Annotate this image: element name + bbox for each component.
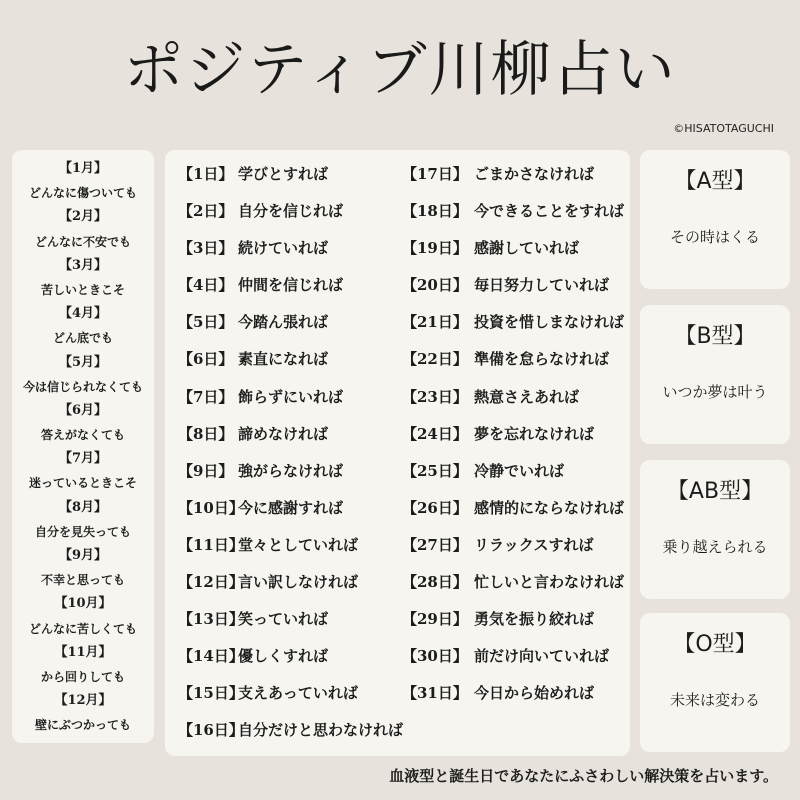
blood-type-card-b xyxy=(640,305,790,444)
day-item xyxy=(402,490,624,527)
month-label: 【1月】 xyxy=(58,161,108,176)
day-text: 今できることをすれば xyxy=(474,202,625,221)
day-text: 言い訳しなければ xyxy=(238,573,359,592)
day-item xyxy=(178,379,403,416)
day-text: 飾らずにいれば xyxy=(238,387,344,406)
day-text: 強がらなければ xyxy=(238,461,344,480)
day-label: 【5日】 xyxy=(178,313,234,332)
day-item xyxy=(402,527,624,564)
day-item xyxy=(402,267,624,304)
day-label: 【7日】 xyxy=(178,387,234,406)
months-panel xyxy=(12,150,154,743)
day-label: 【8日】 xyxy=(178,424,234,443)
day-text: 勇気を振り絞れば xyxy=(474,610,595,629)
month-text: どん底でも xyxy=(52,331,113,346)
month-text: 不幸と思っても xyxy=(40,573,125,588)
month-label: 【2月】 xyxy=(58,209,108,225)
day-item xyxy=(402,193,624,230)
day-item xyxy=(402,230,624,267)
month-text: 苦しいときこそ xyxy=(40,282,125,297)
day-label: 【31日】 xyxy=(402,684,468,703)
day-item xyxy=(402,675,624,712)
month-list xyxy=(12,150,154,738)
day-text: 忙しいと言わなければ xyxy=(474,573,625,592)
day-label: 【4日】 xyxy=(178,276,234,295)
blood-type-message: 乗り越えられる xyxy=(662,538,768,556)
day-item xyxy=(402,379,624,416)
month-label: 【9月】 xyxy=(58,548,108,563)
day-label: 【14日】 xyxy=(178,647,244,666)
day-item xyxy=(178,712,403,749)
blood-type-message: 未来は変わる xyxy=(669,691,760,709)
day-item xyxy=(178,156,403,193)
day-item xyxy=(178,527,403,564)
day-text: 前だけ向いていれば xyxy=(474,647,610,666)
day-text: 感謝していれば xyxy=(474,239,580,258)
day-item xyxy=(178,638,403,675)
footer-caption: 血液型と誕生日であなたにふさわしい解決策を占います。 xyxy=(389,767,778,785)
day-item xyxy=(178,341,403,378)
month-text: どんなに傷ついても xyxy=(28,186,137,201)
day-label: 【30日】 xyxy=(402,647,468,666)
month-text: どんなに苦しくても xyxy=(28,621,137,636)
month-text: 壁にぶつかっても xyxy=(34,718,131,733)
month-text: 自分を見失っても xyxy=(34,524,131,539)
blood-type-label: 【A型】 xyxy=(674,169,756,194)
day-item xyxy=(178,564,403,601)
day-text: 夢を忘れなければ xyxy=(474,424,595,443)
day-label: 【17日】 xyxy=(402,165,468,183)
day-text: 毎日努力していれば xyxy=(474,276,610,295)
blood-type-label: 【AB型】 xyxy=(666,479,764,504)
day-text: 今に感謝すれば xyxy=(238,498,344,517)
blood-type-card-a xyxy=(640,150,790,289)
day-list-right xyxy=(402,156,624,712)
month-text: どんなに不安でも xyxy=(34,234,131,249)
day-text: 優しくすれば xyxy=(238,647,329,666)
month-text: 今は信じられなくても xyxy=(22,379,143,394)
blood-type-card-ab xyxy=(640,460,790,599)
day-label: 【11日】 xyxy=(178,535,244,554)
day-text: 支えあっていれば xyxy=(238,684,358,703)
day-label: 【16日】 xyxy=(178,721,244,740)
day-label: 【3日】 xyxy=(178,239,234,258)
day-item xyxy=(178,193,403,230)
month-text: 迷っているときこそ xyxy=(28,476,137,491)
day-text: 仲間を信じれば xyxy=(238,276,344,295)
day-text: 自分だけと思わなければ xyxy=(238,721,404,740)
day-label: 【1日】 xyxy=(178,165,234,183)
month-label: 【12月】 xyxy=(54,693,112,709)
days-panel xyxy=(165,150,630,756)
day-label: 【27日】 xyxy=(402,535,468,554)
day-label: 【19日】 xyxy=(402,239,468,258)
day-text: 笑っていれば xyxy=(238,610,329,629)
day-item xyxy=(402,304,624,341)
day-text: 投資を惜しまなければ xyxy=(474,313,625,332)
month-label: 【4月】 xyxy=(58,306,108,322)
day-text: 感情的にならなければ xyxy=(474,498,625,517)
day-item xyxy=(178,453,403,490)
month-label: 【3月】 xyxy=(58,257,108,273)
day-text: 熱意さえあれば xyxy=(474,387,580,406)
day-label: 【25日】 xyxy=(402,461,468,480)
day-text: 学びとすれば xyxy=(238,165,329,183)
day-text: 堂々としていれば xyxy=(238,535,359,554)
month-label: 【11月】 xyxy=(54,644,112,660)
day-label: 【12日】 xyxy=(178,573,244,592)
day-label: 【21日】 xyxy=(402,313,468,332)
month-label: 【8月】 xyxy=(58,499,108,515)
day-label: 【26日】 xyxy=(402,498,468,517)
day-item xyxy=(402,453,624,490)
day-text: 冷静でいれば xyxy=(474,461,565,480)
day-label: 【2日】 xyxy=(178,202,234,221)
page-title: ポジティブ川柳占い xyxy=(123,35,677,105)
blood-type-message: いつか夢は叶う xyxy=(662,383,768,401)
month-label: 【10月】 xyxy=(54,596,112,612)
blood-type-card-o xyxy=(640,613,790,752)
day-label: 【22日】 xyxy=(402,350,468,369)
blood-type-message: その時はくる xyxy=(669,228,760,246)
day-item xyxy=(178,490,403,527)
day-text: 今踏ん張れば xyxy=(238,313,329,332)
day-label: 【18日】 xyxy=(402,202,468,221)
day-text: 準備を怠らなければ xyxy=(474,350,610,369)
day-text: ごまかさなければ xyxy=(474,165,595,183)
day-item xyxy=(402,156,624,193)
day-item xyxy=(178,267,403,304)
month-label: 【5月】 xyxy=(58,354,108,370)
day-label: 【24日】 xyxy=(402,424,468,443)
day-item xyxy=(402,601,624,638)
day-item xyxy=(178,601,403,638)
copyright-text: ©HISATOTAGUCHI xyxy=(673,122,774,135)
day-label: 【29日】 xyxy=(402,610,468,629)
day-item xyxy=(178,304,403,341)
month-text: から回りしても xyxy=(40,669,125,684)
day-label: 【10日】 xyxy=(178,498,244,517)
day-item xyxy=(178,230,403,267)
day-text: 自分を信じれば xyxy=(238,202,344,221)
day-label: 【6日】 xyxy=(178,350,234,369)
day-item xyxy=(402,564,624,601)
day-label: 【15日】 xyxy=(178,684,244,703)
day-text: リラックスすれば xyxy=(474,535,594,554)
blood-type-label: 【O型】 xyxy=(673,632,757,657)
day-label: 【20日】 xyxy=(402,276,468,295)
day-text: 今日から始めれば xyxy=(474,684,595,703)
month-label: 【6月】 xyxy=(58,402,108,418)
day-item xyxy=(178,416,403,453)
day-text: 続けていれば xyxy=(238,239,329,258)
day-item xyxy=(402,638,624,675)
month-label: 【7月】 xyxy=(58,451,108,467)
blood-type-label: 【B型】 xyxy=(674,324,756,349)
month-text: 答えがなくても xyxy=(40,428,125,443)
day-label: 【28日】 xyxy=(402,573,468,592)
day-label: 【9日】 xyxy=(178,461,234,480)
day-text: 諦めなければ xyxy=(238,424,329,443)
day-item xyxy=(402,341,624,378)
day-label: 【13日】 xyxy=(178,610,244,629)
day-item xyxy=(178,675,403,712)
day-list-left xyxy=(178,156,403,750)
day-label: 【23日】 xyxy=(402,387,468,406)
day-item xyxy=(402,416,624,453)
day-text: 素直になれば xyxy=(238,350,329,369)
